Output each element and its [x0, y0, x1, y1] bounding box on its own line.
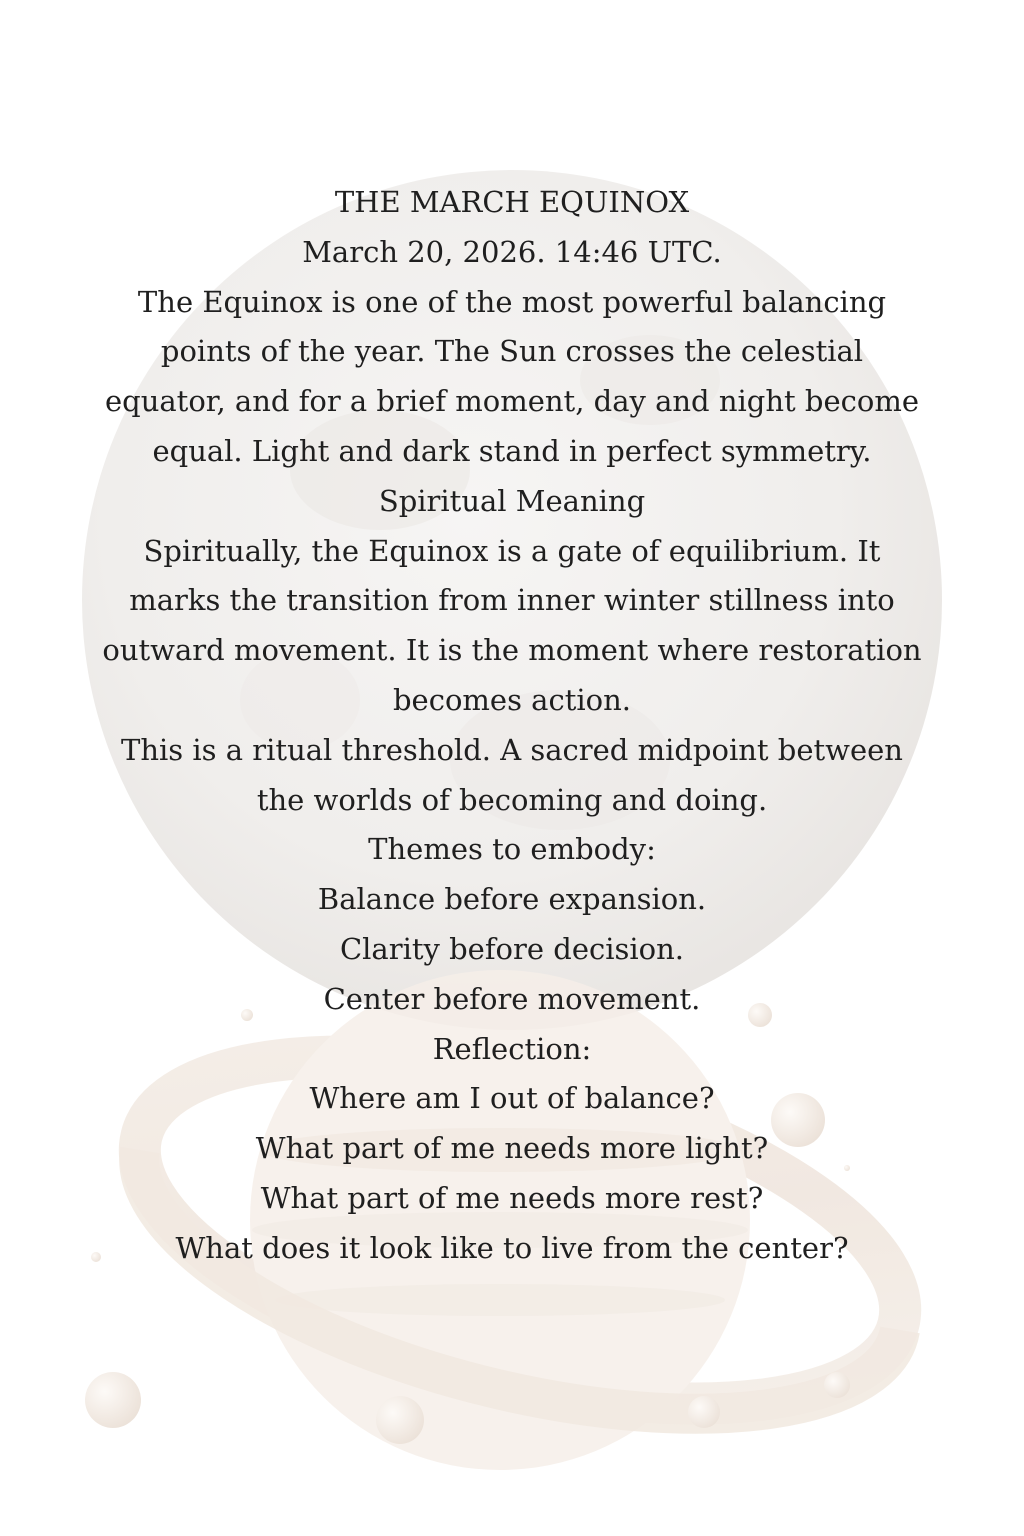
- section-heading: Spiritual Meaning: [378, 483, 646, 518]
- intro-paragraph: The Equinox is one of the most powerful balancing points of the year. The Sun crosses the celestial equator, and for a brief moment, day and night become equal. Light and dark stand in perfect symmetry.: [104, 284, 919, 468]
- theme-item: Center before movement.: [323, 981, 701, 1016]
- reflection-heading: Reflection:: [432, 1031, 592, 1066]
- small-planet: [85, 1372, 141, 1428]
- reflection-question: Where am I out of balance?: [309, 1081, 715, 1116]
- themes-heading: Themes to embody:: [368, 832, 656, 867]
- reflection-question: What part of me needs more light?: [255, 1131, 769, 1166]
- page-title: THE MARCH EQUINOX: [334, 185, 690, 219]
- reflection-question: What does it look like to live from the center?: [175, 1230, 849, 1265]
- small-planet: [688, 1396, 720, 1428]
- small-planet: [824, 1372, 850, 1398]
- theme-item: Clarity before decision.: [339, 931, 685, 966]
- spiritual-paragraph: Spiritually, the Equinox is a gate of equilibrium. It marks the transition from inner winter stillness into outward movement. It is the moment where restoration becomes action.: [102, 533, 922, 717]
- small-planet: [376, 1396, 424, 1444]
- equinox-text: [100, 178, 924, 1274]
- date-line: March 20, 2026. 14:46 UTC.: [302, 234, 722, 269]
- theme-item: Balance before expansion.: [317, 882, 707, 917]
- threshold-paragraph: This is a ritual threshold. A sacred midpoint between the worlds of becoming and doing.: [121, 732, 903, 817]
- reflection-question: What part of me needs more rest?: [260, 1180, 764, 1215]
